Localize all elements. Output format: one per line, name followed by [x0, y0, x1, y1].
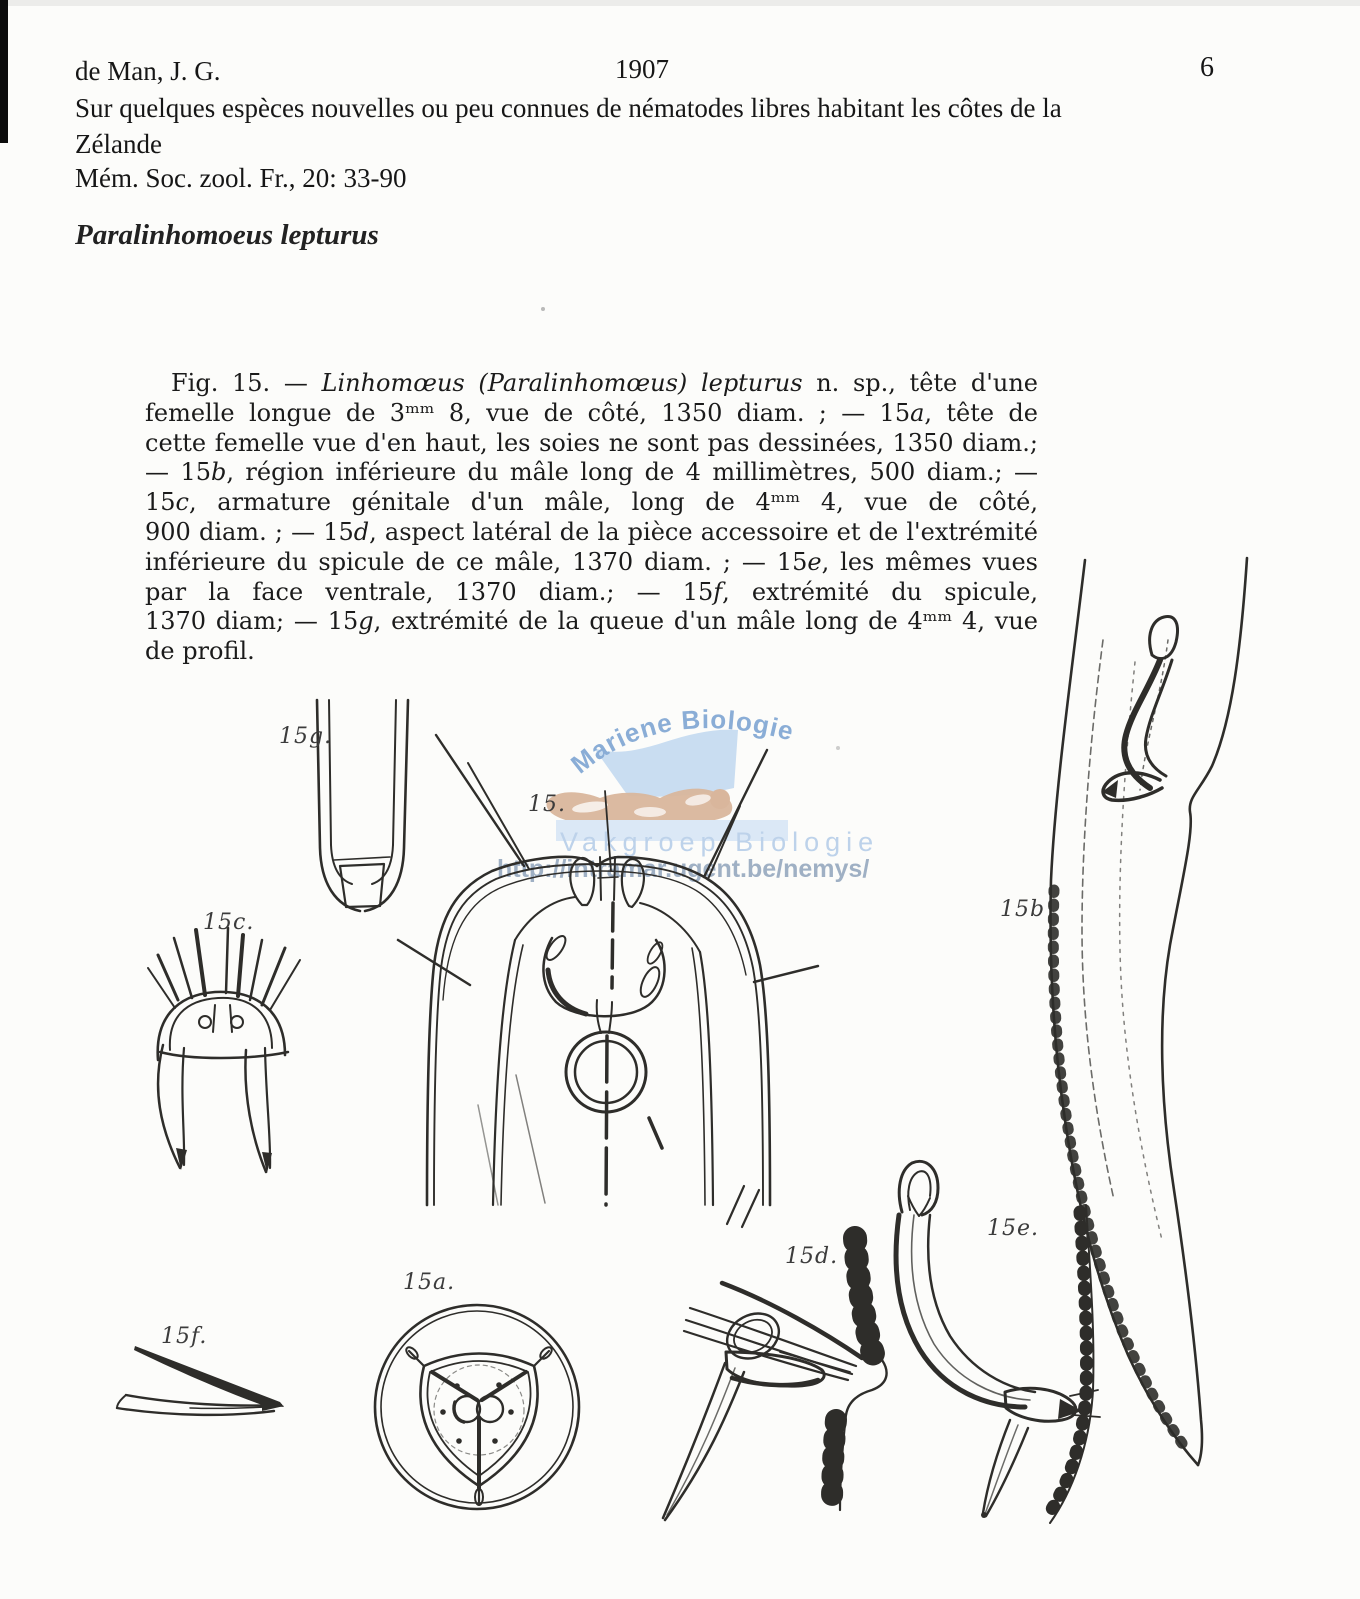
label-fig-15a: 15a.	[403, 1270, 456, 1295]
fig-15d-drawing	[663, 1186, 887, 1520]
caption-line: 900 diam. ; — 15d, aspect latéral de la pièce accessoire et de l'extrémité	[145, 517, 1038, 546]
author-line: de Man, J. G.	[75, 56, 221, 86]
label-fig-15g: 15g.	[279, 724, 333, 749]
scan-speck	[541, 307, 545, 311]
label-fig-15d: 15d.	[785, 1244, 839, 1269]
species-title: Paralinhomoeus lepturus	[75, 219, 379, 251]
fig-15f-drawing	[117, 1346, 284, 1415]
label-fig-15f: 15f.	[161, 1324, 208, 1349]
scan-speck	[836, 746, 840, 750]
caption-line: femelle longue de 3ᵐᵐ 8, vue de côté, 1350 diam. ; — 15a, tête de	[145, 398, 1039, 427]
article-title-line2: Zélande	[75, 129, 162, 159]
label-fig-15c: 15c.	[203, 910, 255, 935]
caption-line: Fig. 15. — Linhomœus (Paralinhomœus) lepturus n. sp., tête d'une	[171, 369, 1039, 397]
fig-15c-drawing	[148, 928, 300, 1173]
year-line: 1907	[615, 54, 669, 84]
caption-line: par la face ventrale, 1370 diam.; — 15f, extrémité du spicule,	[145, 577, 1038, 606]
page-number: 6	[1200, 52, 1214, 83]
watermark-band-text: Vakgroep Biologie	[560, 827, 880, 857]
label-fig-15: 15.	[528, 792, 566, 817]
label-fig-15b: 15b	[1000, 897, 1046, 922]
label-fig-15e: 15e.	[987, 1216, 1040, 1241]
figure-caption	[145, 369, 1038, 667]
watermark-arc-text: Mariene Biologie	[565, 704, 798, 780]
fig-15b-drawing	[1051, 558, 1247, 1465]
caption-line: — 15b, région inférieure du mâle long de 4 millimètres, 500 diam.; —	[145, 458, 1039, 487]
article-title-line1: Sur quelques espèces nouvelles ou peu connues de nématodes libres habitant les côtes de la	[75, 93, 1062, 123]
watermark-url-text: http://intramar.ugent.be/nemys/	[497, 855, 870, 883]
caption-line: cette femelle vue d'en haut, les soies ne sont pas dessinées, 1350 diam.;	[145, 428, 1038, 457]
caption-line: inférieure du spicule de ce mâle, 1370 diam. ; — 15e, les mêmes vues	[145, 547, 1039, 576]
fig-15a-drawing	[375, 1305, 579, 1509]
caption-line: 1370 diam; — 15g, extrémité de la queue d'un mâle long de 4ᵐᵐ 4, vue	[145, 607, 1038, 636]
journal-citation: Mém. Soc. zool. Fr., 20: 33-90	[75, 163, 407, 193]
caption-line: de profil.	[145, 637, 255, 666]
caption-line: 15c, armature génitale d'un mâle, long de 4ᵐᵐ 4, vue de côté,	[145, 488, 1038, 517]
